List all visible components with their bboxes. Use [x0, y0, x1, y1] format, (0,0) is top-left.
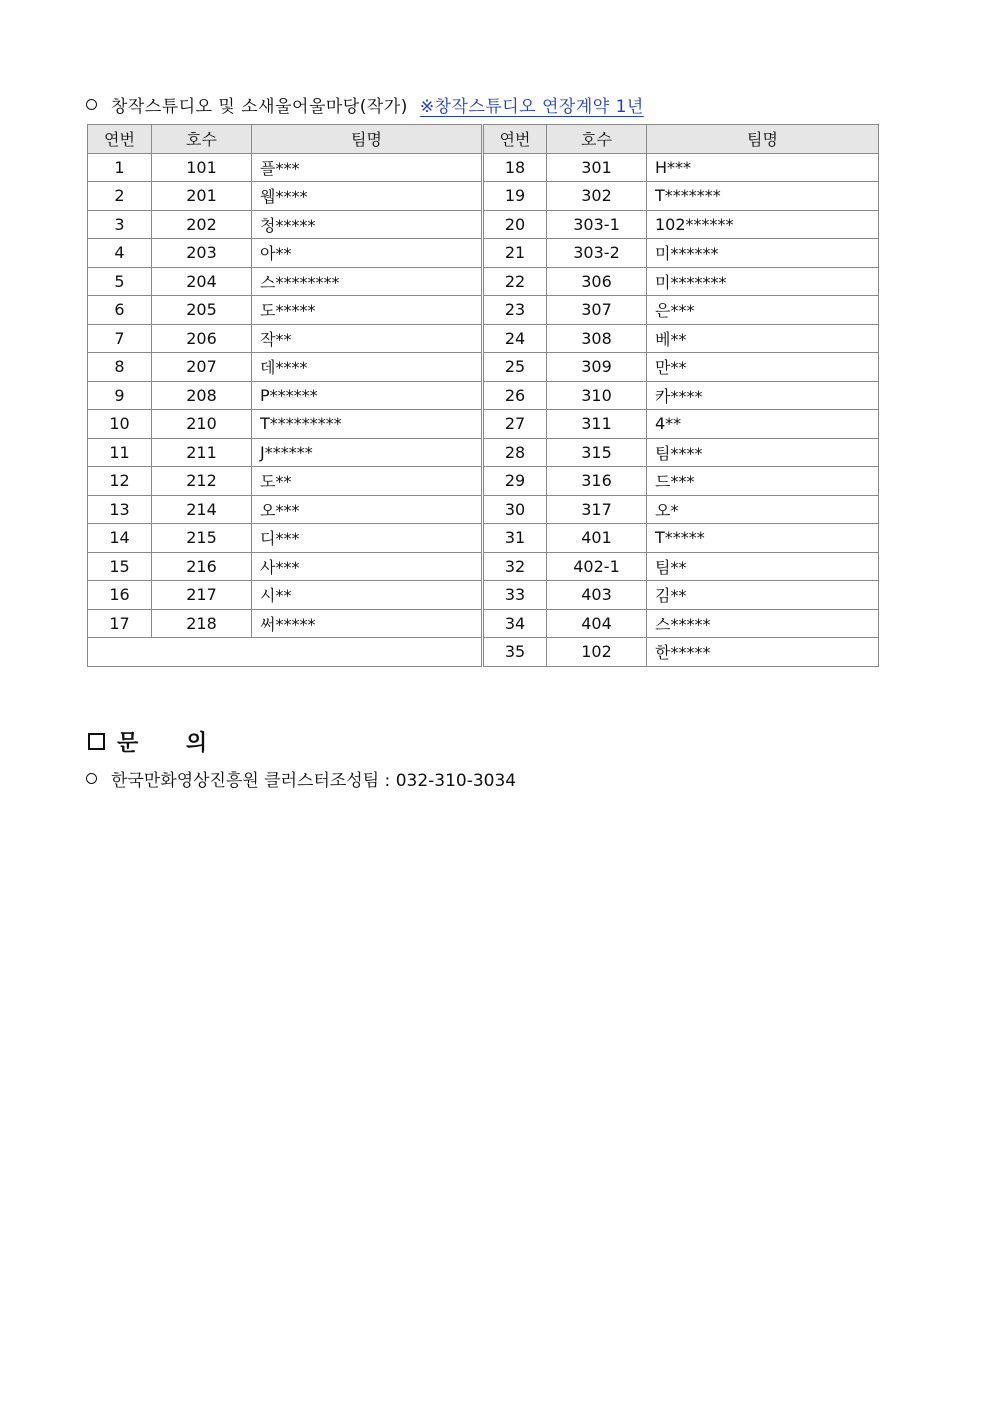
section-heading — [86, 90, 644, 118]
table-row — [88, 609, 879, 638]
table-row — [88, 239, 879, 268]
cell-team: 드*** — [647, 467, 879, 496]
inquiry-title: 문 의 — [117, 730, 228, 756]
extension-note: ※창작스튜디오 연장계약 1년 — [419, 96, 644, 117]
cell-room: 101 — [152, 153, 252, 182]
cell-no: 16 — [88, 581, 152, 610]
cell-room: 102 — [547, 638, 647, 667]
cell-no: 22 — [483, 267, 547, 296]
cell-no: 18 — [483, 153, 547, 182]
table-row — [88, 353, 879, 382]
cell-room: 302 — [547, 182, 647, 211]
cell-team: T******* — [647, 182, 879, 211]
cell-no: 5 — [88, 267, 152, 296]
table-row — [88, 638, 879, 667]
cell-room: 402-1 — [547, 552, 647, 581]
table-row — [88, 296, 879, 325]
cell-room: 307 — [547, 296, 647, 325]
cell-no: 3 — [88, 210, 152, 239]
cell-team: 한***** — [647, 638, 879, 667]
cell-team: 미****** — [647, 239, 879, 268]
table-row — [88, 438, 879, 467]
contact-text: 한국만화영상진흥원 클러스터조성팀 : 032-310-3034 — [111, 770, 517, 791]
cell-no: 32 — [483, 552, 547, 581]
cell-no: 27 — [483, 410, 547, 439]
cell-room: 401 — [547, 524, 647, 553]
cell-team: 오*** — [252, 495, 483, 524]
studio-team-table — [87, 124, 879, 667]
table-row — [88, 324, 879, 353]
cell-room: 303-2 — [547, 239, 647, 268]
cell-no: 13 — [88, 495, 152, 524]
cell-no: 21 — [483, 239, 547, 268]
header-team: 팀명 — [647, 125, 879, 154]
cell-team: 팀**** — [647, 438, 879, 467]
cell-no: 28 — [483, 438, 547, 467]
cell-room: 202 — [152, 210, 252, 239]
header-team: 팀명 — [252, 125, 483, 154]
cell-room: 203 — [152, 239, 252, 268]
cell-team: 작** — [252, 324, 483, 353]
cell-room: 301 — [547, 153, 647, 182]
cell-team: 청***** — [252, 210, 483, 239]
cell-team: 데**** — [252, 353, 483, 382]
cell-team: 미******* — [647, 267, 879, 296]
cell-team: T***** — [647, 524, 879, 553]
cell-team: 시** — [252, 581, 483, 610]
cell-room: 205 — [152, 296, 252, 325]
cell-team: 만** — [647, 353, 879, 382]
cell-team: P****** — [252, 381, 483, 410]
table-row — [88, 381, 879, 410]
cell-team: H*** — [647, 153, 879, 182]
cell-room: 210 — [152, 410, 252, 439]
cell-team: 스******** — [252, 267, 483, 296]
cell-no: 25 — [483, 353, 547, 382]
cell-room: 215 — [152, 524, 252, 553]
table-row — [88, 182, 879, 211]
cell-no: 35 — [483, 638, 547, 667]
cell-team: 오* — [647, 495, 879, 524]
cell-no: 26 — [483, 381, 547, 410]
cell-room: 201 — [152, 182, 252, 211]
cell-room: 217 — [152, 581, 252, 610]
cell-team: 은*** — [647, 296, 879, 325]
cell-room: 207 — [152, 353, 252, 382]
circle-bullet-icon — [86, 99, 97, 110]
cell-no: 10 — [88, 410, 152, 439]
cell-room: 216 — [152, 552, 252, 581]
table-row — [88, 495, 879, 524]
cell-no: 12 — [88, 467, 152, 496]
cell-team: 써***** — [252, 609, 483, 638]
cell-room: 308 — [547, 324, 647, 353]
cell-room: 404 — [547, 609, 647, 638]
cell-team: 102****** — [647, 210, 879, 239]
cell-team: 스***** — [647, 609, 879, 638]
header-room: 호수 — [547, 125, 647, 154]
table-row — [88, 267, 879, 296]
cell-no: 7 — [88, 324, 152, 353]
cell-room: 316 — [547, 467, 647, 496]
table-row — [88, 467, 879, 496]
cell-team: 도***** — [252, 296, 483, 325]
cell-no: 8 — [88, 353, 152, 382]
inquiry-heading — [88, 726, 227, 756]
cell-no: 29 — [483, 467, 547, 496]
cell-room: 218 — [152, 609, 252, 638]
cell-no: 6 — [88, 296, 152, 325]
cell-room: 212 — [152, 467, 252, 496]
cell-no: 31 — [483, 524, 547, 553]
table-row — [88, 410, 879, 439]
cell-team: 아** — [252, 239, 483, 268]
cell-no: 15 — [88, 552, 152, 581]
empty-cell — [88, 638, 483, 667]
cell-team: 4** — [647, 410, 879, 439]
cell-room: 310 — [547, 381, 647, 410]
cell-no: 24 — [483, 324, 547, 353]
cell-no: 2 — [88, 182, 152, 211]
table-header-row — [88, 125, 879, 154]
cell-team: 베** — [647, 324, 879, 353]
cell-team: 사*** — [252, 552, 483, 581]
cell-no: 20 — [483, 210, 547, 239]
cell-team: 카**** — [647, 381, 879, 410]
cell-team: 웹**** — [252, 182, 483, 211]
cell-no: 9 — [88, 381, 152, 410]
table-row — [88, 153, 879, 182]
square-bullet-icon — [88, 733, 105, 750]
cell-no: 19 — [483, 182, 547, 211]
header-room: 호수 — [152, 125, 252, 154]
contact-line — [86, 764, 516, 792]
table-row — [88, 581, 879, 610]
heading-title: 창작스튜디오 및 소새울어울마당(작가) — [111, 96, 408, 117]
cell-no: 17 — [88, 609, 152, 638]
cell-room: 306 — [547, 267, 647, 296]
cell-room: 403 — [547, 581, 647, 610]
cell-team: T********* — [252, 410, 483, 439]
table-row — [88, 552, 879, 581]
table-row — [88, 524, 879, 553]
cell-no: 4 — [88, 239, 152, 268]
header-no: 연번 — [483, 125, 547, 154]
cell-room: 211 — [152, 438, 252, 467]
circle-bullet-icon — [86, 773, 97, 784]
cell-no: 34 — [483, 609, 547, 638]
cell-room: 214 — [152, 495, 252, 524]
cell-no: 1 — [88, 153, 152, 182]
cell-team: 도** — [252, 467, 483, 496]
cell-room: 317 — [547, 495, 647, 524]
cell-no: 23 — [483, 296, 547, 325]
cell-team: 디*** — [252, 524, 483, 553]
cell-room: 303-1 — [547, 210, 647, 239]
cell-no: 33 — [483, 581, 547, 610]
cell-no: 30 — [483, 495, 547, 524]
cell-room: 311 — [547, 410, 647, 439]
cell-room: 204 — [152, 267, 252, 296]
cell-team: J****** — [252, 438, 483, 467]
table-row — [88, 210, 879, 239]
cell-room: 206 — [152, 324, 252, 353]
cell-room: 315 — [547, 438, 647, 467]
header-no: 연번 — [88, 125, 152, 154]
cell-team: 김** — [647, 581, 879, 610]
cell-room: 208 — [152, 381, 252, 410]
cell-no: 14 — [88, 524, 152, 553]
cell-team: 팀** — [647, 552, 879, 581]
cell-team: 플*** — [252, 153, 483, 182]
cell-room: 309 — [547, 353, 647, 382]
cell-no: 11 — [88, 438, 152, 467]
